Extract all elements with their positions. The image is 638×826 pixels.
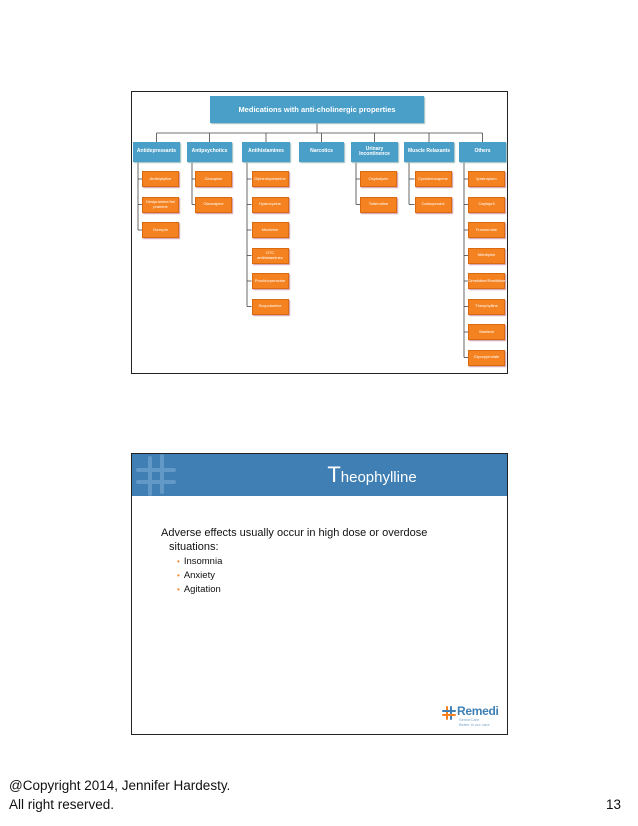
category-box-antihistamines: Antihistamines xyxy=(242,142,290,162)
medication-box: Hydroxyzine xyxy=(252,197,289,213)
bullet-text: Agitation xyxy=(183,584,221,595)
medication-box: Doxepin xyxy=(142,222,179,238)
org-chart-slide xyxy=(131,91,508,374)
medication-box: Prochlorperazine xyxy=(252,273,289,289)
bullet-list xyxy=(161,555,481,597)
category-box-antidepressants: Antidepressants xyxy=(133,142,180,162)
category-box-antipsychotics: Antipsychotics xyxy=(187,142,232,162)
medication-box: Cimetidine/Ranitidine xyxy=(468,273,505,289)
title-first-letter: T xyxy=(327,462,341,487)
medication-box: Theophylline xyxy=(468,299,505,315)
copyright-line: @Copyright 2014, Jennifer Hardesty. xyxy=(9,778,231,793)
category-box-urinary-incontinence: Urinary Incontinence xyxy=(351,142,398,162)
list-item xyxy=(177,569,481,583)
slide-body xyxy=(161,526,481,597)
medication-box: Diphenhydramine xyxy=(252,171,289,187)
medication-box: Tolterodine xyxy=(360,197,397,213)
bullet-icon: • xyxy=(177,557,180,566)
theophylline-slide xyxy=(131,453,508,735)
list-item xyxy=(177,583,481,597)
medication-box: Meclizine xyxy=(252,222,289,238)
connector-lines xyxy=(132,92,509,375)
copyright-footer xyxy=(9,776,230,814)
remedi-logo xyxy=(442,705,504,729)
slide-title xyxy=(272,461,472,492)
category-box-muscle-relaxants: Muscle Relaxants xyxy=(404,142,454,162)
medication-box: OTC antihistamines xyxy=(252,248,289,264)
medication-box: Captopril xyxy=(468,197,505,213)
title-rest: heophylline xyxy=(340,469,417,486)
page-number: 13 xyxy=(606,797,622,812)
hash-icon xyxy=(442,706,456,720)
hash-logo-icon xyxy=(136,454,176,496)
medication-box: Clozapine xyxy=(195,171,232,187)
medication-box: Olanzapine xyxy=(195,197,232,213)
medication-box: Scopolamine xyxy=(252,299,289,315)
logo-subtitle xyxy=(459,718,490,727)
medication-box: Desipramine/Imi pramine xyxy=(142,197,179,213)
logo-name: Remedi xyxy=(457,704,499,718)
medication-box: Ipratropium xyxy=(468,171,505,187)
medication-box: Warfarin xyxy=(468,324,505,340)
medication-box: Oxybutynin xyxy=(360,171,397,187)
bullet-text: Anxiety xyxy=(183,570,215,581)
medication-box: Carisoprodol xyxy=(415,197,452,213)
medication-box: Amitriptyline xyxy=(142,171,179,187)
medication-box: Furosemide xyxy=(468,222,505,238)
bullet-text: Insomnia xyxy=(183,556,223,567)
lead-line-2: situations: xyxy=(169,541,219,553)
rights-line: All right reserved. xyxy=(9,797,115,812)
medication-box: Cyclobenzaprine xyxy=(415,171,452,187)
chart-root-box: Medications with anti-cholinergic properties xyxy=(210,96,424,123)
category-box-others: Others xyxy=(459,142,506,162)
lead-line-1: Adverse effects usually occur in high dose or overdose xyxy=(161,527,428,539)
list-item xyxy=(177,555,481,569)
medication-box: Glycopyrrolate xyxy=(468,350,505,366)
slide-header xyxy=(132,454,507,496)
logo-sub-line-2: Better in our care xyxy=(459,721,490,727)
logo-sub-line-1: SeniorCare xyxy=(459,717,480,722)
medication-box: Nifedipine xyxy=(468,248,505,264)
category-box-narcotics: Narcotics xyxy=(299,142,344,162)
bullet-icon: • xyxy=(177,585,180,594)
bullet-icon: • xyxy=(177,571,180,580)
